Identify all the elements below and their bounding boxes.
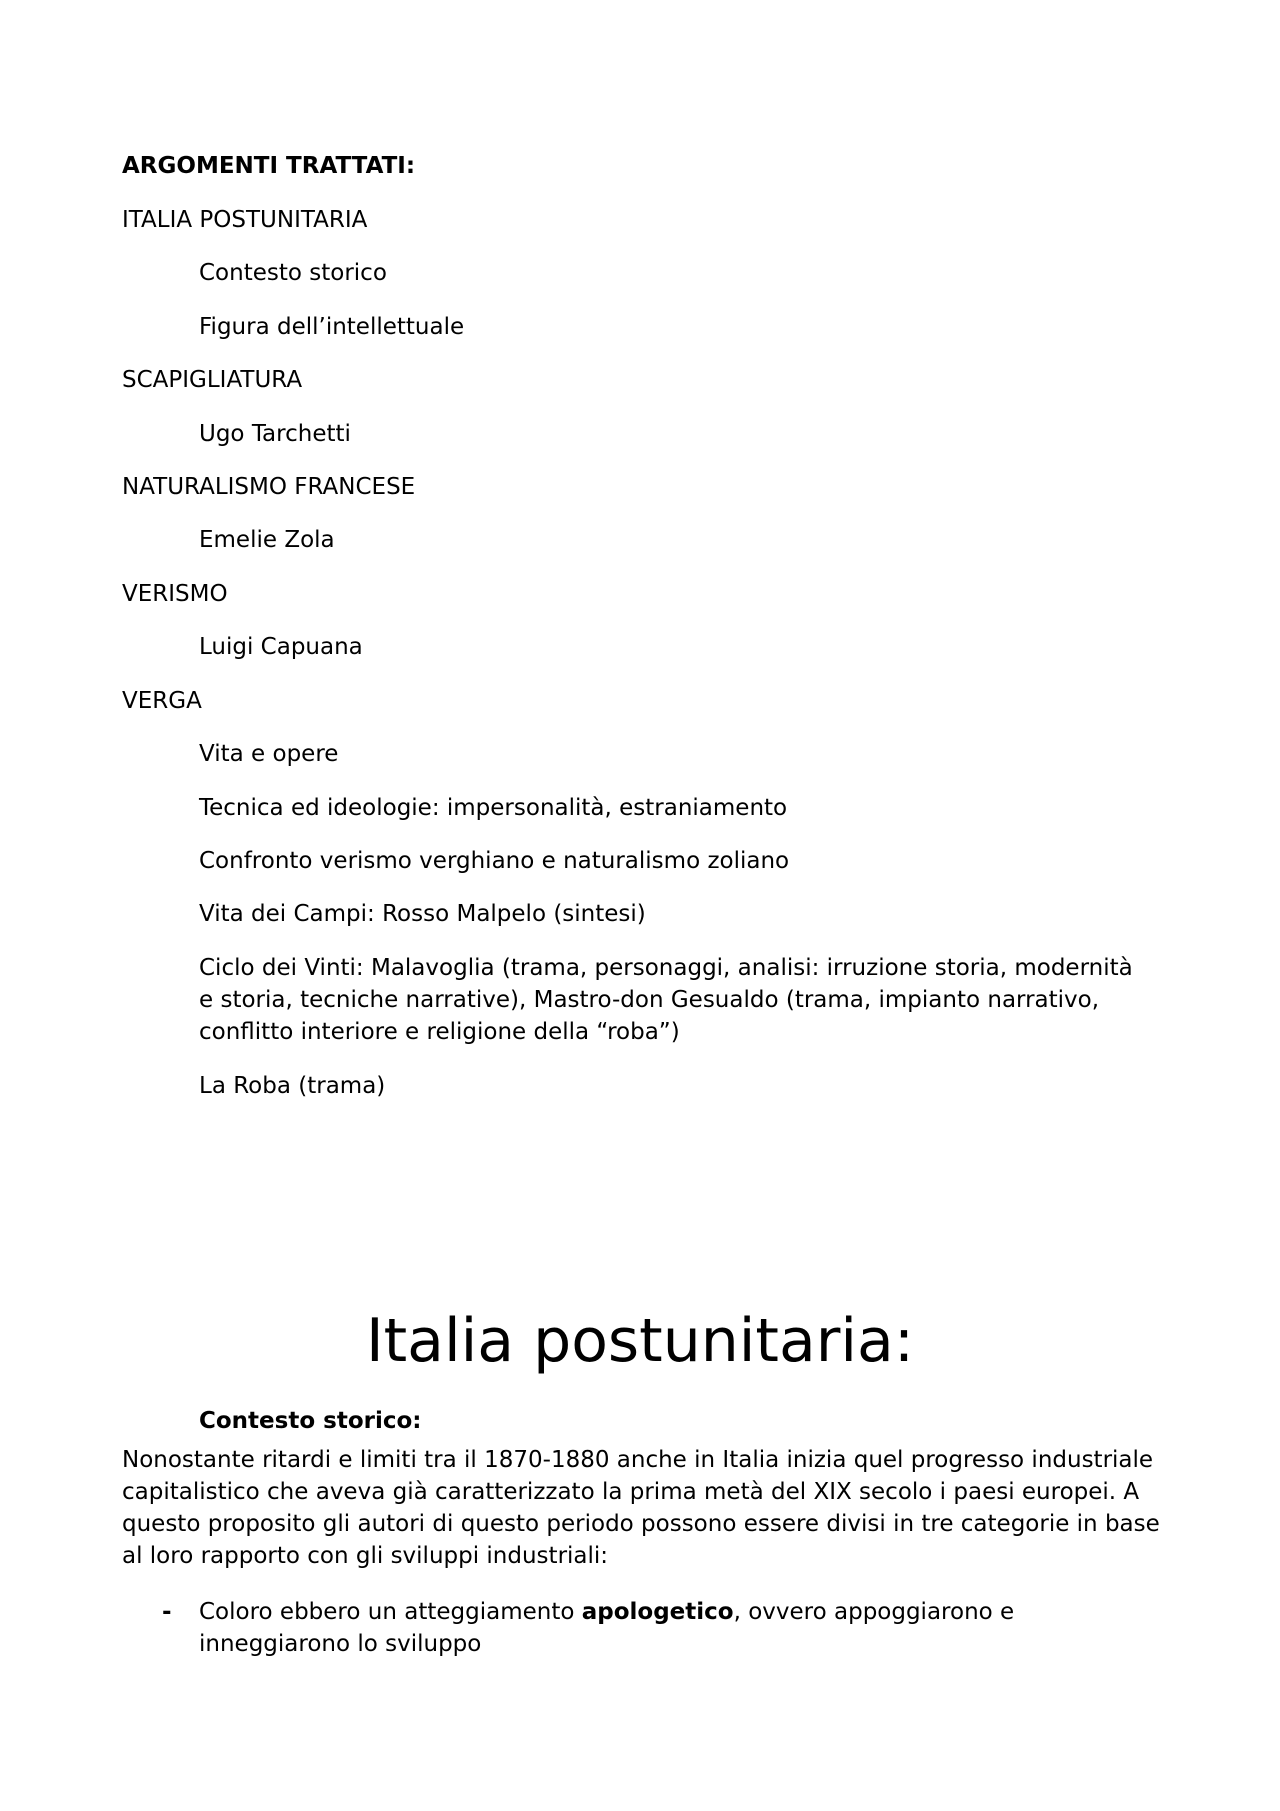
section-label: NATURALISMO FRANCESE	[122, 474, 416, 500]
bullet-item	[199, 1596, 1099, 1660]
bullet-text-after: , ovvero appoggiarono e inneggiarono lo sviluppo	[199, 1599, 1015, 1657]
list-item: Luigi Capuana	[199, 634, 363, 660]
list-item: Figura dell’intellettuale	[199, 314, 465, 340]
list-item: Tecnica ed ideologie: impersonalità, estraniamento	[199, 795, 788, 821]
section-label: SCAPIGLIATURA	[122, 367, 303, 393]
section-label: VERGA	[122, 688, 202, 714]
topics-title: ARGOMENTI TRATTATI:	[122, 153, 416, 179]
chapter-heading: Italia postunitaria:	[365, 1306, 915, 1376]
list-item: Vita dei Campi: Rosso Malpelo (sintesi)	[199, 901, 646, 927]
list-item: Ugo Tarchetti	[199, 421, 351, 447]
section-label: VERISMO	[122, 581, 228, 607]
list-item: La Roba (trama)	[199, 1073, 386, 1099]
bullet-emphasis: apologetico	[581, 1599, 734, 1625]
section-label: ITALIA POSTUNITARIA	[122, 207, 368, 233]
bullet-text-before: Coloro ebbero un atteggiamento	[199, 1599, 582, 1625]
list-item: Ciclo dei Vinti: Malavoglia (trama, personaggi, analisi: irruzione storia, modernità e storia, tecniche narrative), Mastro-don Gesualdo (trama, impianto narrativo, conflitto interiore e religione della “roba”)	[199, 955, 1133, 1045]
chapter-paragraph: Nonostante ritardi e limiti tra il 1870-1880 anche in Italia inizia quel progresso industriale capitalistico che aveva già caratterizzato la prima metà del XIX secolo i paesi europei. A questo proposito gli autori di questo periodo possono essere divisi in tre categorie in base al loro rapporto con gli sviluppi industriali:	[122, 1447, 1160, 1569]
bullet-marker: -	[162, 1599, 172, 1625]
list-item: Contesto storico	[199, 260, 387, 286]
list-item: Confronto verismo verghiano e naturalismo zoliano	[199, 848, 790, 874]
list-item: Emelie Zola	[199, 527, 335, 553]
chapter-subheading: Contesto storico:	[199, 1408, 422, 1434]
list-item: Vita e opere	[199, 741, 339, 767]
